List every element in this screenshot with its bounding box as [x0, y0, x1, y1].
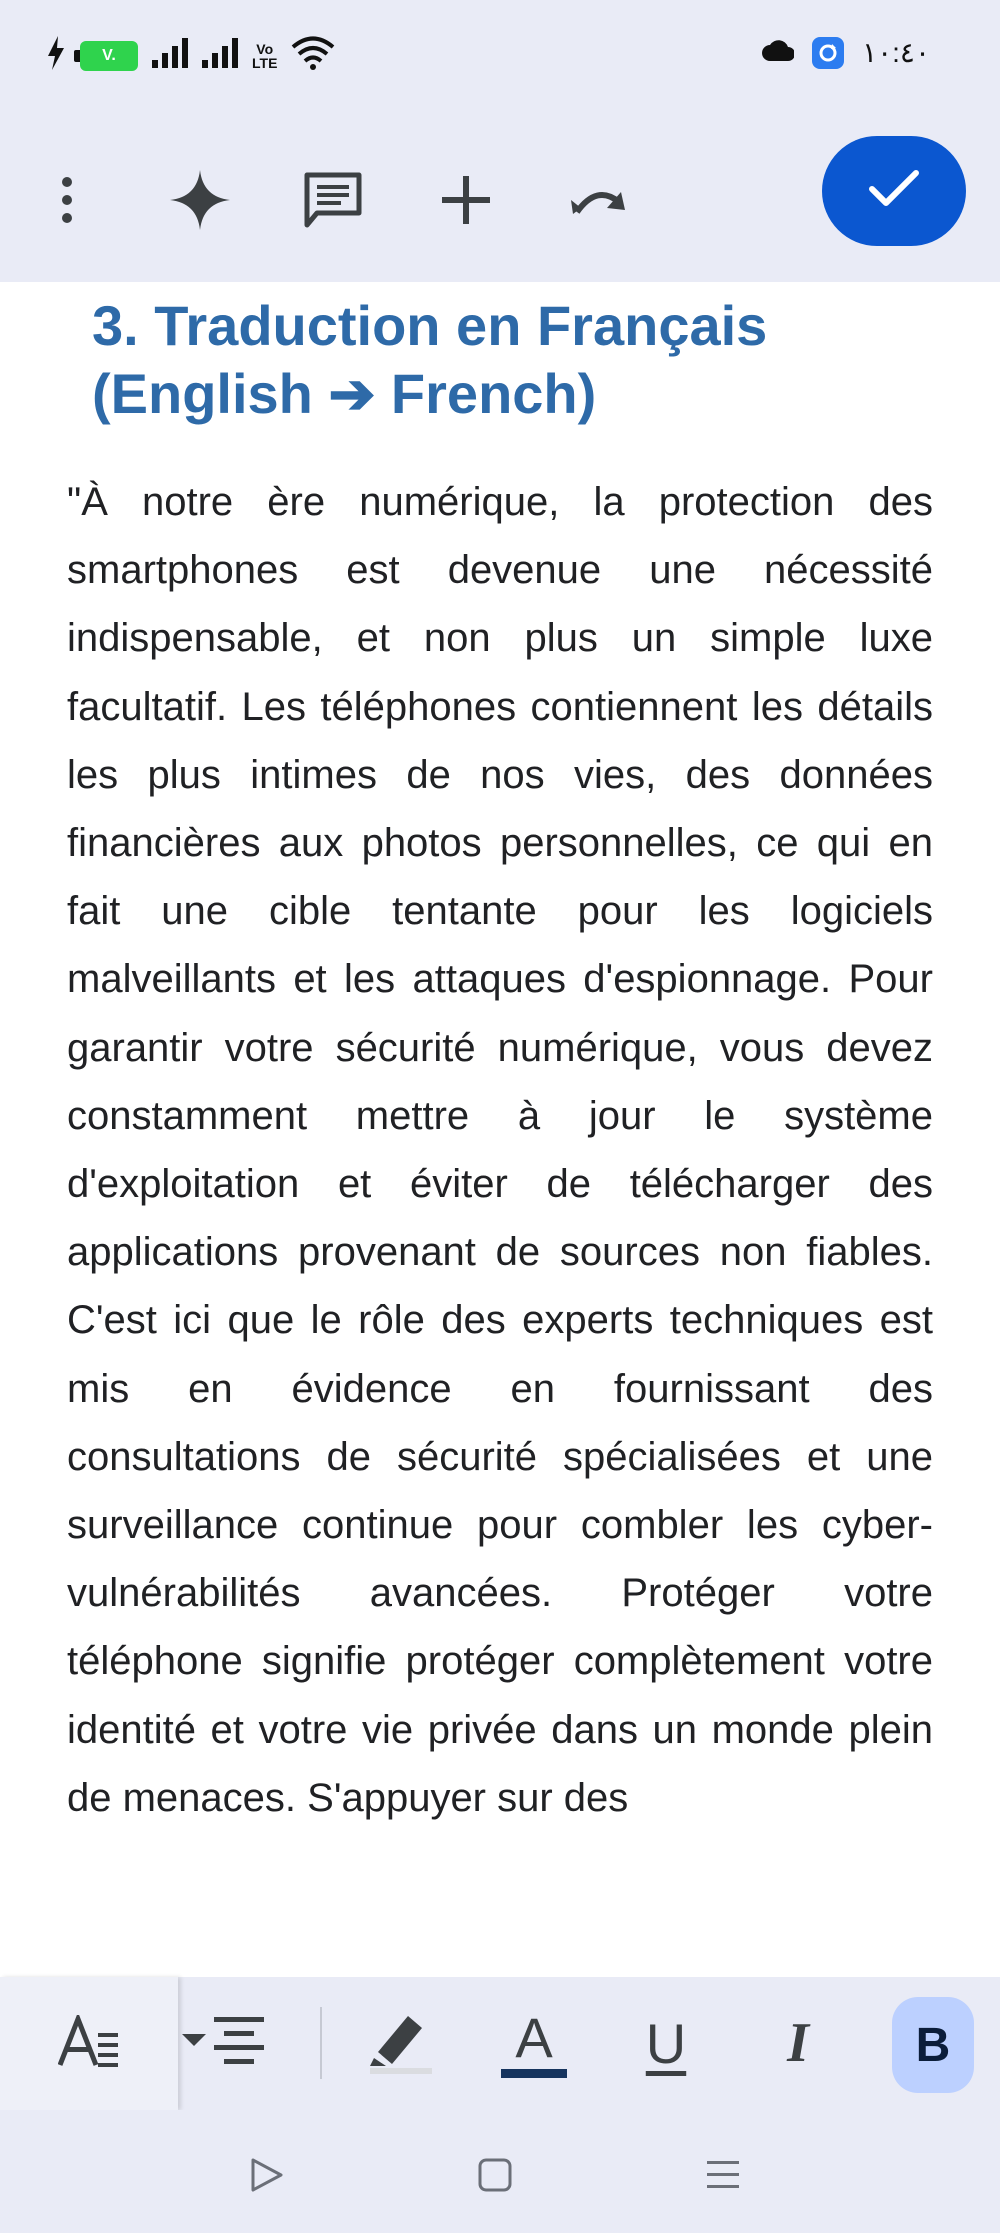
- underline-button[interactable]: [628, 2003, 704, 2083]
- align-dropdown[interactable]: [178, 2003, 268, 2083]
- comment-icon[interactable]: [298, 165, 368, 235]
- cloud-icon: [762, 39, 794, 66]
- add-icon[interactable]: [431, 165, 501, 235]
- formatting-bar: [0, 1977, 1000, 2110]
- document-body-text[interactable]: "À notre ère numérique, la protection des smartphones est devenue une nécessité indispensable, et non plus un simple luxe facultatif. Les téléphones contiennent les détails les plus intimes de nos vies, des données financières aux photos personnelles, ce qui en fait une cible tentante pour les logiciels malveillants et les attaques d'espionnage. Pour garantir votre sécurité numérique, vous devez constamment mettre à jour le système d'exploitation et éviter de télécharger des applications provenant de sources non fiables. C'est ici que le rôle des experts techniques est mis en évidence en fournissant des consultations de sécurité spécialisées et une surveillance continue pour combler les cyber-vulnérabilités avancées. Protéger votre téléphone signifie protéger complètement votre identité et votre vie privée dans un monde plein de menaces. S'appuyer sur des: [67, 480, 933, 1820]
- signal-icon: [202, 38, 238, 73]
- text-color-underline: [501, 2069, 567, 2078]
- check-icon: [868, 169, 920, 214]
- italic-button[interactable]: [760, 2003, 836, 2083]
- highlight-icon: [364, 2008, 436, 2079]
- clock: ١٠:٤٠: [862, 37, 930, 68]
- system-nav-bar: [0, 2110, 1000, 2233]
- battery-level: V.: [102, 46, 116, 64]
- chevron-down-icon: [182, 2034, 206, 2053]
- text-color-button[interactable]: [496, 2003, 572, 2083]
- italic-icon: I: [787, 2012, 809, 2074]
- status-right: [762, 36, 930, 69]
- text-style-icon: [58, 2015, 120, 2072]
- highlight-button[interactable]: [360, 2003, 440, 2083]
- back-triangle-icon[interactable]: [242, 2150, 292, 2200]
- recents-menu-icon[interactable]: [698, 2150, 748, 2200]
- text-color-icon: A: [515, 2005, 553, 2069]
- battery-icon: [80, 41, 138, 71]
- more-vert-icon[interactable]: [32, 165, 102, 235]
- editor-toolbar: [0, 120, 1000, 280]
- confirm-check-button[interactable]: [822, 136, 966, 246]
- bold-icon: B: [915, 2018, 951, 2072]
- status-left: [46, 36, 335, 75]
- volte-icon: [252, 42, 277, 70]
- volte-bottom: LTE: [252, 54, 278, 71]
- bold-button[interactable]: [892, 1997, 974, 2093]
- volte-top: Vo: [256, 40, 274, 57]
- toolbar-divider: [320, 2007, 322, 2079]
- signal-icon: [152, 38, 188, 73]
- align-center-icon: [214, 2017, 264, 2070]
- sync-app-icon: [812, 37, 844, 69]
- document-heading[interactable]: 3. Traduction en Français (English ➔ French): [92, 294, 768, 425]
- home-square-icon[interactable]: [470, 2150, 520, 2200]
- text-style-button[interactable]: [0, 1977, 178, 2110]
- underline-icon: U: [645, 2011, 687, 2075]
- document-page[interactable]: [0, 282, 1000, 1977]
- redo-icon[interactable]: [564, 165, 634, 235]
- wifi-icon: [291, 36, 335, 75]
- sparkle-icon[interactable]: [165, 165, 235, 235]
- charging-bolt-icon: [46, 36, 66, 75]
- status-bar: [0, 0, 1000, 120]
